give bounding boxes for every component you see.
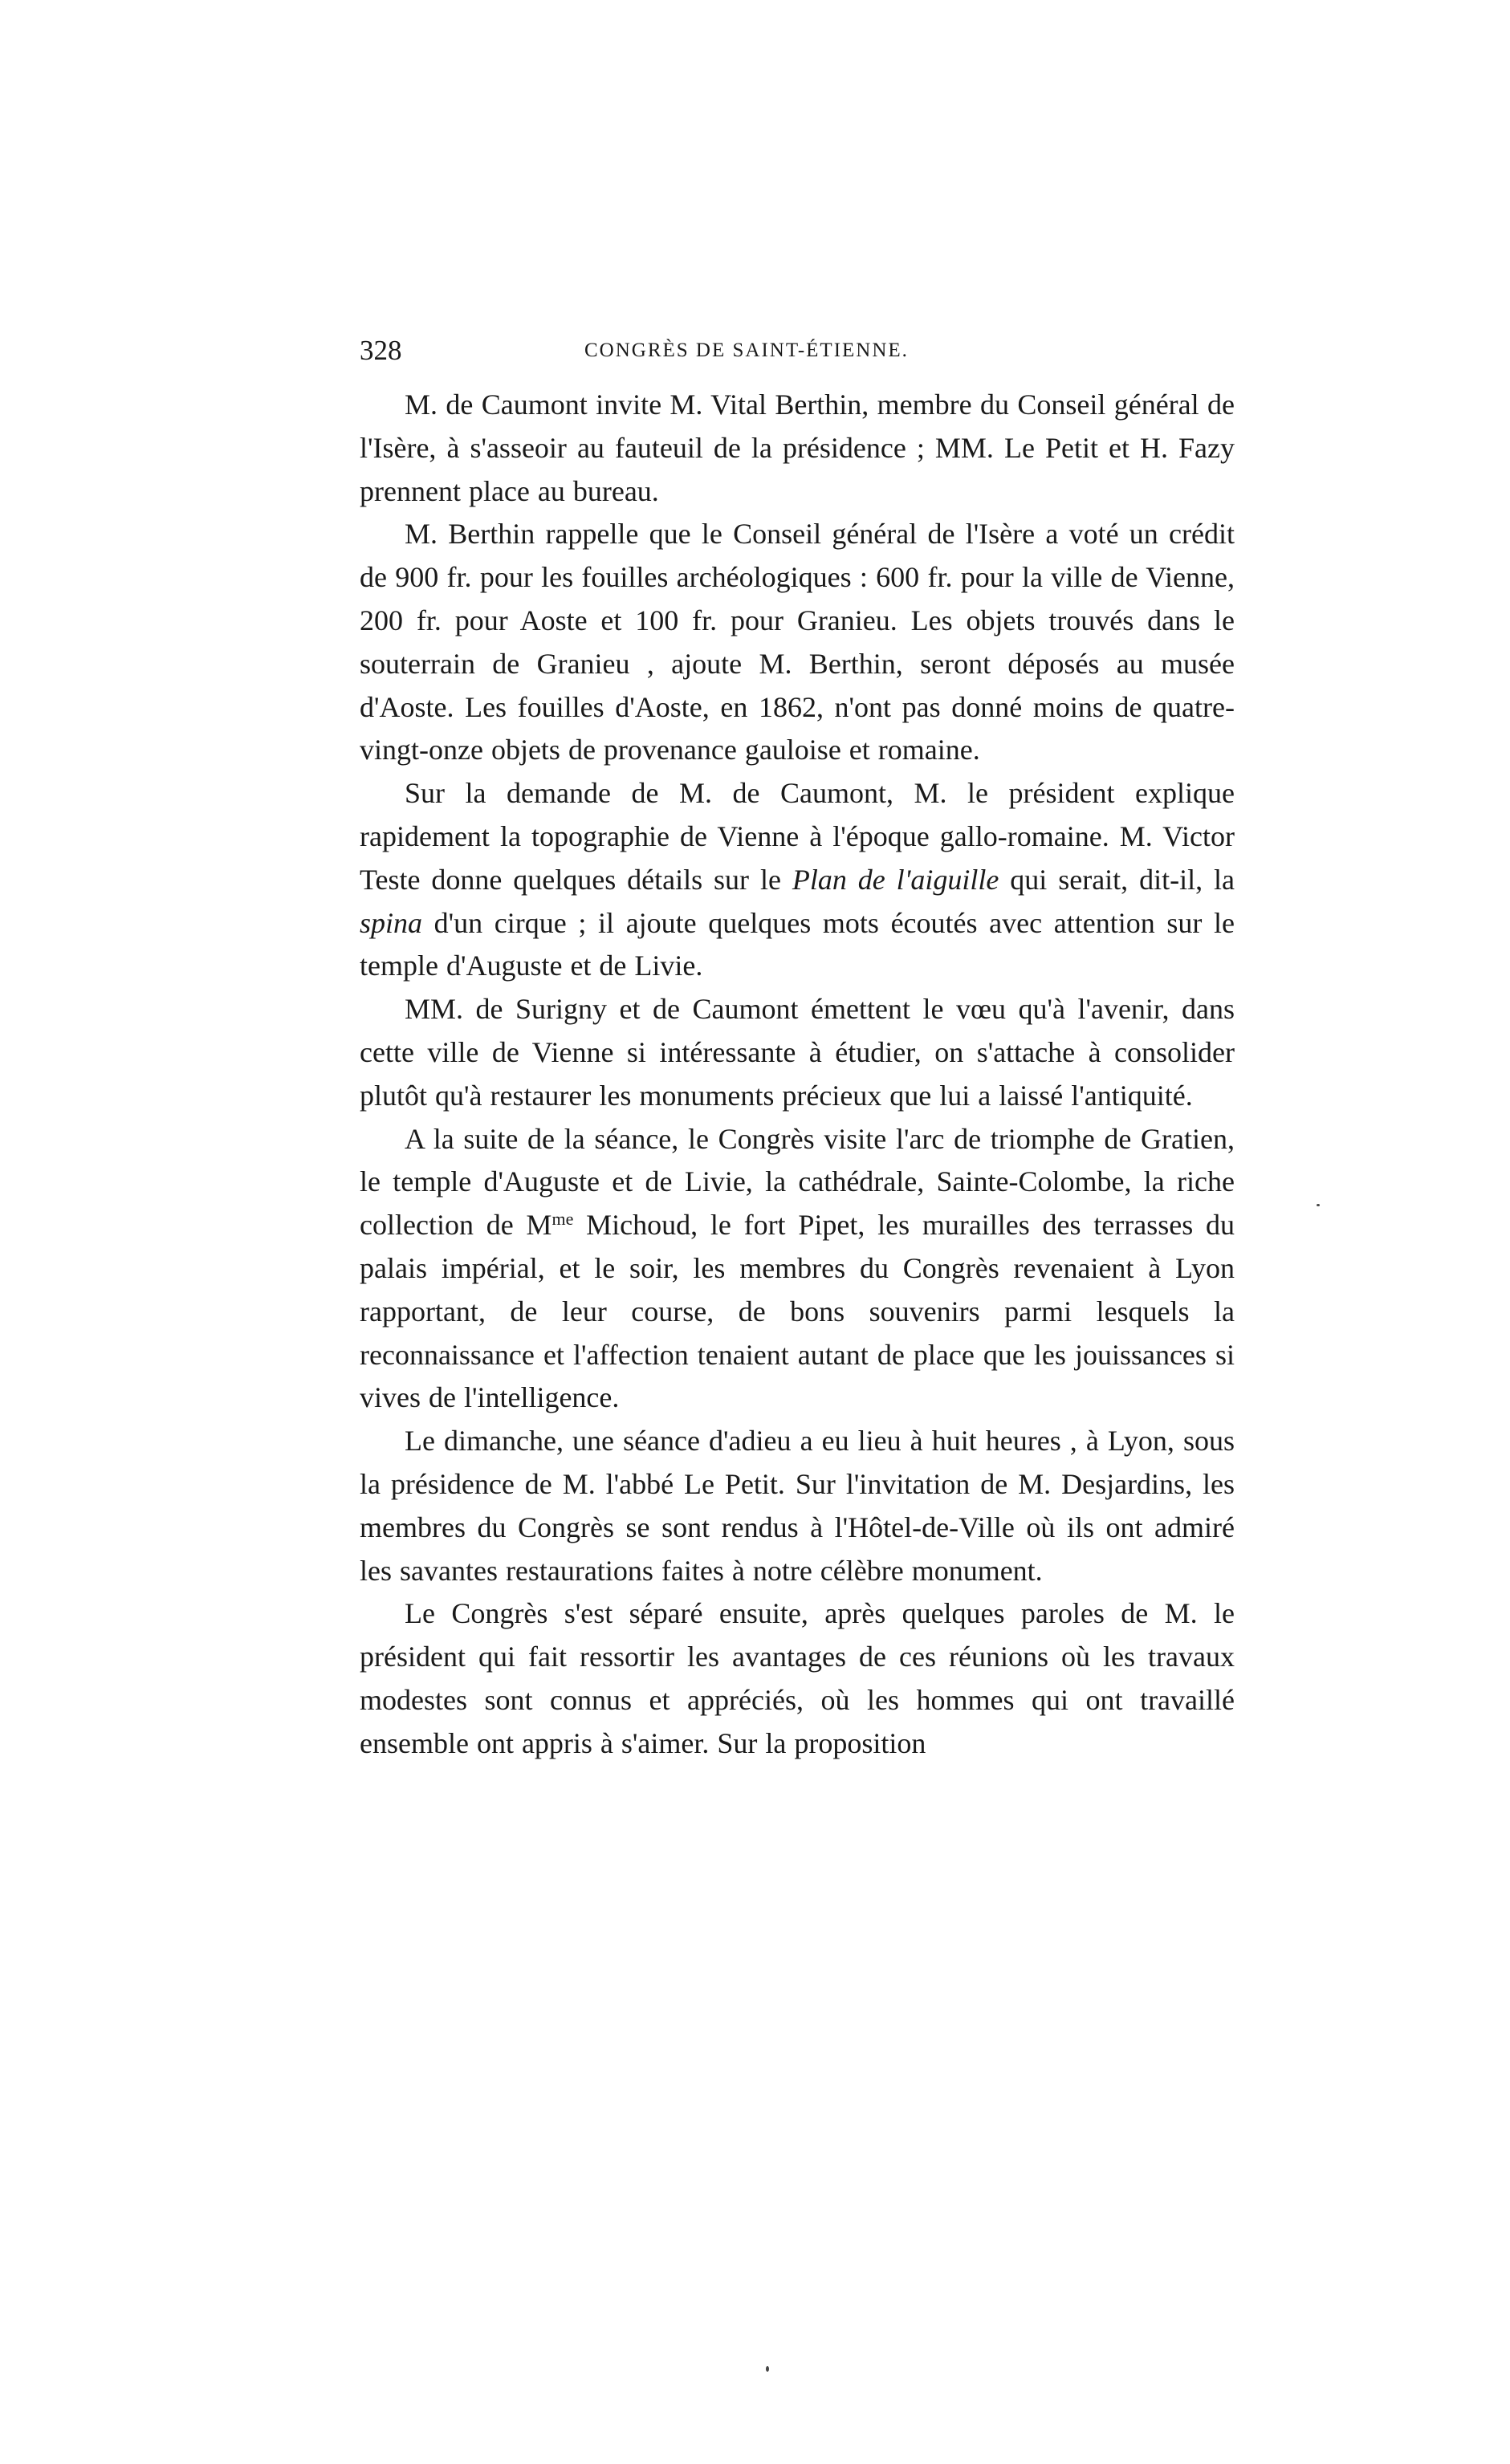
running-head bbox=[360, 331, 1235, 371]
paragraph bbox=[360, 988, 1235, 1117]
running-title: CONGRÈS DE SAINT-ÉTIENNE. bbox=[584, 340, 909, 361]
paragraph bbox=[360, 1420, 1235, 1592]
text-run: Michoud, le fort Pipet, les murailles des terrasses du palais impérial, et le soir, les membres du Congrès revenaient à Lyon rapportant, de leur course, de bons souvenirs parmi lesquels la reconnaissance et l'affection tenaient autant de place que les jouissances si vives de l'intelligence. bbox=[360, 1209, 1235, 1414]
italic-text: spina bbox=[360, 906, 423, 939]
superscript-text: me bbox=[551, 1209, 574, 1230]
text-run: M. de Caumont invite M. Vital Berthin, membre du Conseil général de l'Isère, à s'asseoir au fauteuil de la présidence ; MM. Le Petit et H. Fazy prennent place au bureau. bbox=[360, 388, 1235, 507]
text-run: Sur la demande de M. de Caumont, M. le président explique rapidement la topographie de Vienne à l'époque gallo-romaine. M. Victor Teste donne quelques détails sur le bbox=[360, 777, 1235, 896]
page-number: 328 bbox=[360, 335, 402, 366]
text-run: Le dimanche, une séance d'adieu a eu lieu à huit heures , à Lyon, sous la présidence de M. l'abbé Le Petit. Sur l'invitation de M. Desjardins, les membres du Congrès se sont rendus à l'Hôtel-de-Ville où ils ont admiré les savantes restaurations faites à notre célèbre monument. bbox=[360, 1425, 1235, 1587]
paragraph bbox=[360, 384, 1235, 513]
paragraph bbox=[360, 1592, 1235, 1765]
text-run: M. Berthin rappelle que le Conseil général de l'Isère a voté un crédit de 900 fr. pour les fouilles archéologiques : 600 fr. pour la ville de Vienne, 200 fr. pour Aoste et 100 fr. pour Granieu. Les objets trouvés dans le souterrain de Granieu , ajoute M. Berthin, seront déposés au musée d'Aoste. Les fouilles d'Aoste, en 1862, n'ont pas donné moins de quatre-vingt-onze objets de provenance gauloise et romaine. bbox=[360, 518, 1235, 766]
print-speck bbox=[1317, 1204, 1320, 1206]
text-run: A la suite de la séance, le Congrès visite l'arc de triomphe de Gratien, le temple d'Auguste et de Livie, la cathédrale, Sainte-Colombe, la riche collection de M bbox=[360, 1122, 1235, 1242]
text-run: d'un cirque ; il ajoute quelques mots écoutés avec attention sur le temple d'Auguste et de Livie. bbox=[360, 906, 1235, 982]
book-page bbox=[360, 331, 1235, 1766]
paragraph bbox=[360, 513, 1235, 772]
text-run: qui serait, dit-il, la bbox=[999, 863, 1235, 896]
text-run: Le Congrès s'est séparé ensuite, après quelques paroles de M. le président qui fait ressortir les avantages de ces réunions où les travaux modestes sont connus et appréciés, où les hommes qui ont travaillé ensemble ont appris à s'aimer. Sur la proposition bbox=[360, 1597, 1235, 1759]
print-speck bbox=[766, 2366, 769, 2372]
text-run: MM. de Surigny et de Caumont émettent le vœu qu'à l'avenir, dans cette ville de Vienne si intéressante à étudier, on s'attache à consolider plutôt qu'à restaurer les monuments précieux que lui a laissé l'antiquité. bbox=[360, 993, 1235, 1112]
body-text bbox=[360, 384, 1235, 1766]
paragraph bbox=[360, 1118, 1235, 1421]
paragraph bbox=[360, 772, 1235, 988]
italic-text: Plan de l'aiguille bbox=[792, 863, 999, 896]
